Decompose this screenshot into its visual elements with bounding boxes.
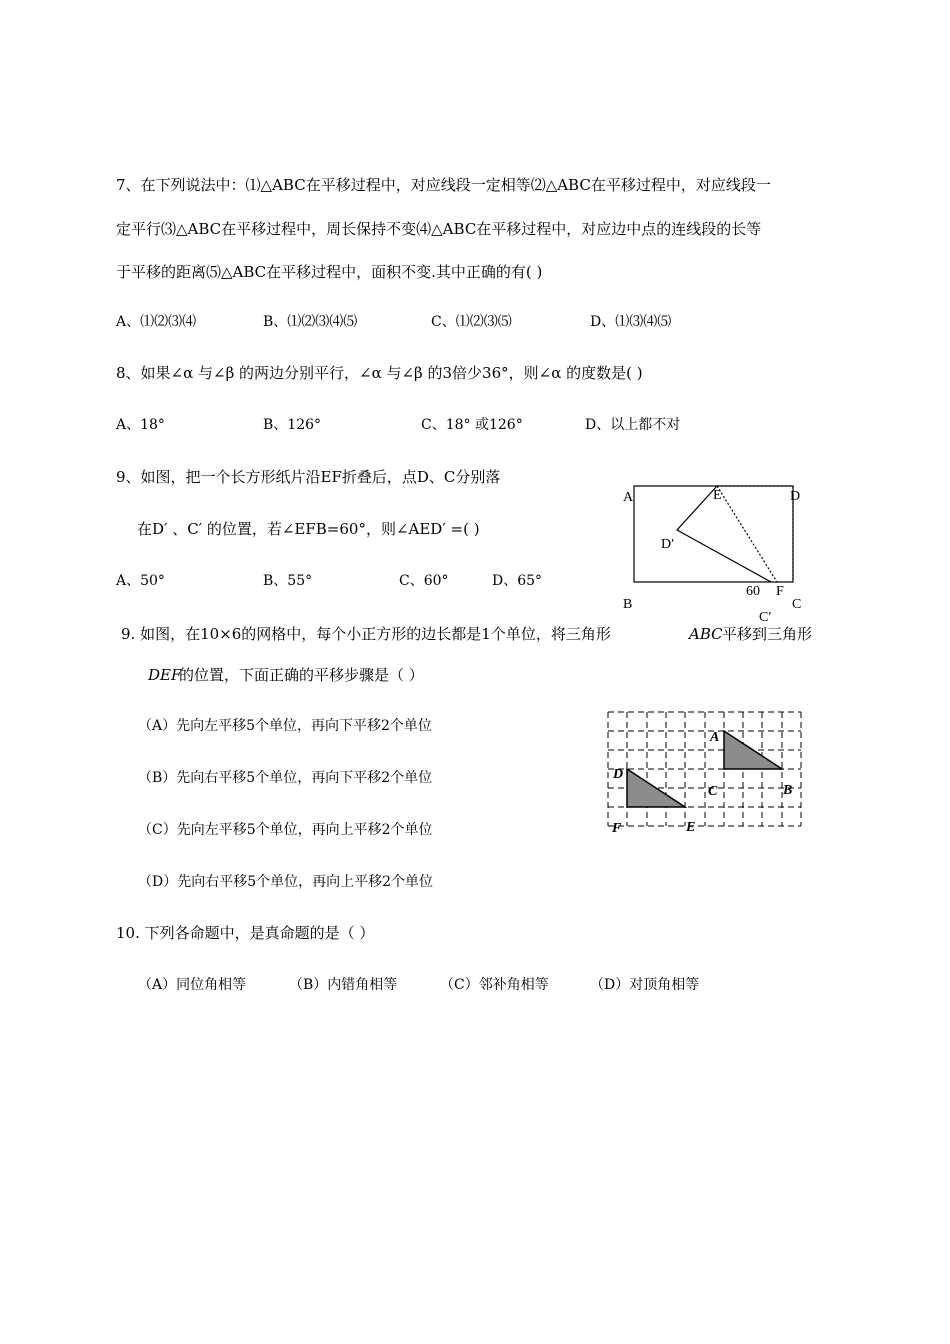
translation-grid-figure (600, 705, 810, 840)
q7-line-2: 定平行⑶△ABC在平移过程中，周长保持不变⑷△ABC在平移过程中，对应边中点的连线段的长等 (116, 220, 762, 238)
q9b-option-d: （D）先向右平移5个单位，再向上平移2个单位 (138, 874, 434, 890)
q9b-stem-line-2: 的位置，下面正确的平移步骤是（ ） (179, 666, 424, 684)
q9a-option-a: A、50° (116, 573, 165, 589)
label-c: C (792, 597, 802, 612)
grid-label-c: C (708, 784, 718, 799)
q9b-stem-mid: 平移到三角形 (722, 625, 813, 643)
grid-label-b: B (783, 783, 793, 798)
grid-label-f: F (612, 821, 622, 836)
label-e: E (713, 488, 722, 503)
label-d: D (790, 489, 801, 504)
label-angle-60: 60 (746, 584, 760, 599)
q9a-line-1: 9、如图，把一个长方形纸片沿EF折叠后，点D、C分别落 (116, 468, 501, 486)
q8-option-c: C、18° 或126° (421, 417, 523, 433)
grid-label-e: E (686, 820, 696, 835)
label-c-prime: C′ (759, 610, 772, 625)
folded-edges (677, 486, 771, 582)
q7-line-1: 7、在下列说法中：⑴△ABC在平移过程中，对应线段一定相等⑵△ABC在平移过程中，对应线段一 (116, 176, 771, 194)
q7-option-d: D、⑴⑶⑷⑸ (590, 314, 672, 330)
q8-option-d: D、以上都不对 (585, 417, 681, 433)
q9b-abc: ABC (689, 625, 723, 643)
label-a: A (623, 490, 634, 505)
crease-ef-dotted (717, 486, 777, 582)
q10-option-b: （B）内错角相等 (289, 977, 398, 993)
q7-option-b: B、⑴⑵⑶⑷⑸ (263, 314, 358, 330)
q9a-option-c: C、60° (399, 573, 449, 589)
q9b-option-c: （C）先向左平移5个单位，再向上平移2个单位 (138, 822, 433, 838)
q9a-option-b: B、55° (263, 573, 313, 589)
q9b-def: DEF (148, 666, 182, 684)
fold-rectangle-figure (600, 475, 820, 625)
triangle-def (627, 769, 685, 807)
q8-option-a: A、18° (116, 417, 165, 433)
q9a-line-2: 在D′ 、C′ 的位置，若∠EFB=60°，则∠AED′ =( ) (137, 520, 480, 538)
q7-option-c: C、⑴⑵⑶⑸ (431, 314, 512, 330)
q8-stem: 8、如果∠α 与∠β 的两边分别平行，∠α 与∠β 的3倍少36°，则∠α 的度数是( ) (116, 364, 643, 382)
q10-option-a: （A）同位角相等 (138, 977, 247, 993)
grid-label-d: D (613, 767, 624, 782)
label-b: B (623, 597, 633, 612)
q7-line-3: 于平移的距离⑸△ABC在平移过程中，面积不变.其中正确的有( ) (116, 263, 543, 281)
q9b-option-a: （A）先向左平移5个单位，再向下平移2个单位 (138, 718, 432, 734)
q8-option-b: B、126° (263, 417, 322, 433)
label-f: F (776, 584, 784, 599)
q9b-stem-line-1: 9. 如图，在10×6的网格中，每个小正方形的边长都是1个单位，将三角形 (121, 625, 611, 643)
q9b-option-b: （B）先向右平移5个单位，再向下平移2个单位 (138, 770, 433, 786)
label-d-prime: D′ (661, 537, 675, 552)
q7-option-a: A、⑴⑵⑶⑷ (116, 314, 197, 330)
grid-label-a: A (710, 730, 720, 745)
q9a-option-d: D、65° (492, 573, 543, 589)
q10-option-d: （D）对顶角相等 (590, 977, 700, 993)
q10-option-c: （C）邻补角相等 (440, 977, 549, 993)
q10-stem: 10. 下列各命题中，是真命题的是（ ） (116, 924, 375, 942)
